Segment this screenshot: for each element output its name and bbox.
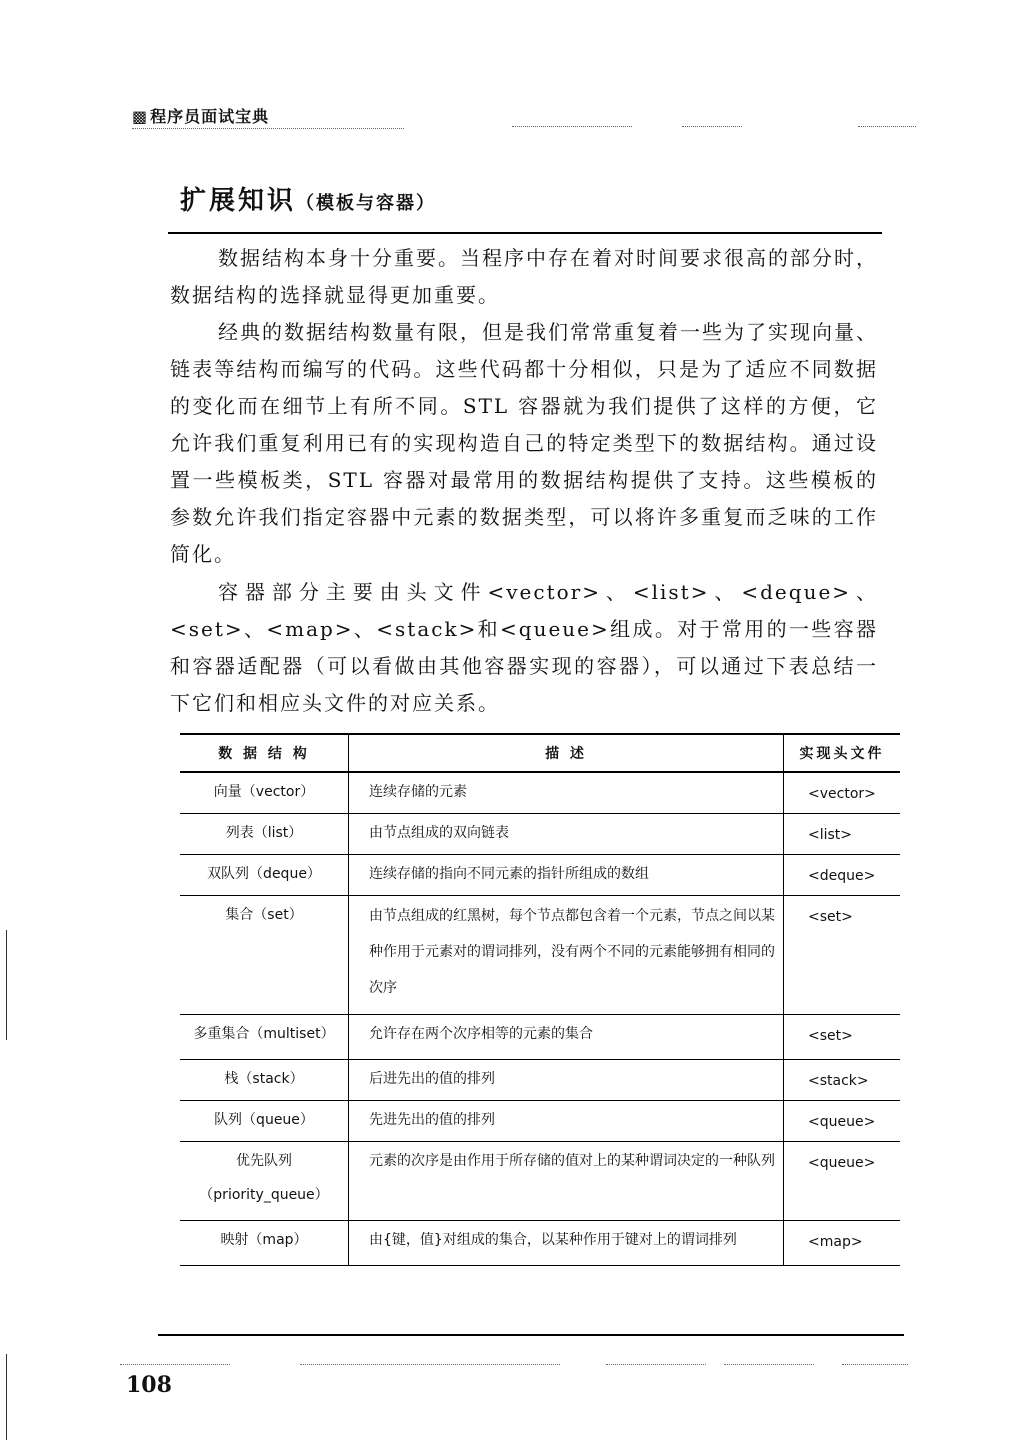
row-description: 先进先出的值的排列: [349, 1101, 784, 1142]
paragraph-3: 容器部分主要由头文件<vector>、<list>、<deque>、<set>、<map>、<stack>和<queue>组成。对于常用的一些容器和容器适配器（可以看做由其他容器实现的容器），可以通过下表总结一下它们和相应头文件的对应关系。: [170, 580, 878, 715]
table-row: [180, 1221, 900, 1266]
row-description: 连续存储的元素: [349, 772, 784, 814]
table-row: [180, 1015, 900, 1060]
section-subtitle: （模板与容器）: [296, 193, 437, 214]
row-description: 连续存储的指向不同元素的指针所组成的数组: [349, 855, 784, 896]
section-title-text: 扩展知识: [180, 186, 297, 216]
footer-rule: [158, 1334, 904, 1336]
header-dotted-rule: [132, 128, 404, 129]
row-header-file: <vector>: [784, 772, 901, 814]
table-header-description: 描 述: [349, 734, 784, 772]
table-row: [180, 772, 900, 814]
row-description: 允许存在两个次序相等的元素的集合: [349, 1015, 784, 1060]
header-dotted-rule: [682, 126, 742, 127]
section-title: [180, 180, 436, 217]
table-row: [180, 1060, 900, 1101]
row-header-file: <list>: [784, 814, 901, 855]
row-description: 由{键，值}对组成的集合，以某种作用于键对上的谓词排列: [349, 1221, 784, 1266]
row-header-file: <set>: [784, 896, 901, 1015]
row-description: 由节点组成的双向链表: [349, 814, 784, 855]
row-description: 后进先出的值的排列: [349, 1060, 784, 1101]
row-structure: 栈（stack）: [180, 1060, 349, 1101]
footer-dotted-rule: [300, 1364, 560, 1365]
table-row: [180, 1142, 900, 1221]
row-structure: 映射（map）: [180, 1221, 349, 1266]
running-header: [132, 104, 269, 127]
row-structure: 列表（list）: [180, 814, 349, 855]
row-header-file: <set>: [784, 1015, 901, 1060]
row-header-file: <queue>: [784, 1142, 901, 1221]
scan-margin-line: [6, 1354, 7, 1440]
row-structure: 队列（queue）: [180, 1101, 349, 1142]
header-dotted-rule: [512, 126, 632, 127]
book-title: 程序员面试宝典: [150, 107, 270, 126]
table-row: [180, 896, 900, 1015]
row-header-file: <deque>: [784, 855, 901, 896]
paragraph-1: 数据结构本身十分重要。当程序中存在着对时间要求很高的部分时，数据结构的选择就显得更加重要。: [170, 246, 878, 307]
table-row: [180, 1101, 900, 1142]
row-structure: 集合（set）: [180, 896, 349, 1015]
row-description: 由节点组成的红黑树，每个节点都包含着一个元素，节点之间以某种作用于元素对的谓词排列，没有两个不同的元素能够拥有相同的次序: [349, 896, 784, 1015]
row-structure: 多重集合（multiset）: [180, 1015, 349, 1060]
scan-margin-line: [6, 930, 7, 1040]
table-header-structure: 数 据 结 构: [180, 734, 349, 772]
title-rule: [168, 232, 882, 234]
row-header-file: <map>: [784, 1221, 901, 1266]
footer-dotted-rule: [724, 1364, 814, 1365]
row-structure: 优先队列（priority_queue）: [180, 1142, 349, 1221]
table-row: [180, 814, 900, 855]
footer-dotted-rule: [120, 1364, 230, 1365]
table-row: [180, 855, 900, 896]
page-number: 108: [126, 1372, 172, 1398]
table-header-row: [180, 734, 900, 772]
paragraph-2: 经典的数据结构数量有限，但是我们常常重复着一些为了实现向量、链表等结构而编写的代码。这些代码都十分相似，只是为了适应不同数据的变化而在细节上有所不同。STL 容器就为我们提供了这样的方便，它允许我们重复利用已有的实现构造自己的特定类型下的数据结构。通过设置一些模板类，STL 容器对最常用的数据结构提供了支持。这些模板的参数允许我们指定容器中元素的数据类型，可以将许多重复而乏味的工作简化。: [170, 320, 878, 566]
header-dotted-rule: [858, 126, 916, 127]
footer-dotted-rule: [842, 1364, 908, 1365]
row-structure: 双队列（deque）: [180, 855, 349, 896]
row-header-file: <stack>: [784, 1060, 901, 1101]
row-description: 元素的次序是由作用于所存储的值对上的某种谓词决定的一种队列: [349, 1142, 784, 1221]
book-logo-icon: ▩: [132, 107, 149, 126]
row-structure: 向量（vector）: [180, 772, 349, 814]
footer-dotted-rule: [606, 1364, 706, 1365]
container-table: [180, 733, 900, 1266]
row-header-file: <queue>: [784, 1101, 901, 1142]
table-header-file: 实现头文件: [784, 734, 901, 772]
